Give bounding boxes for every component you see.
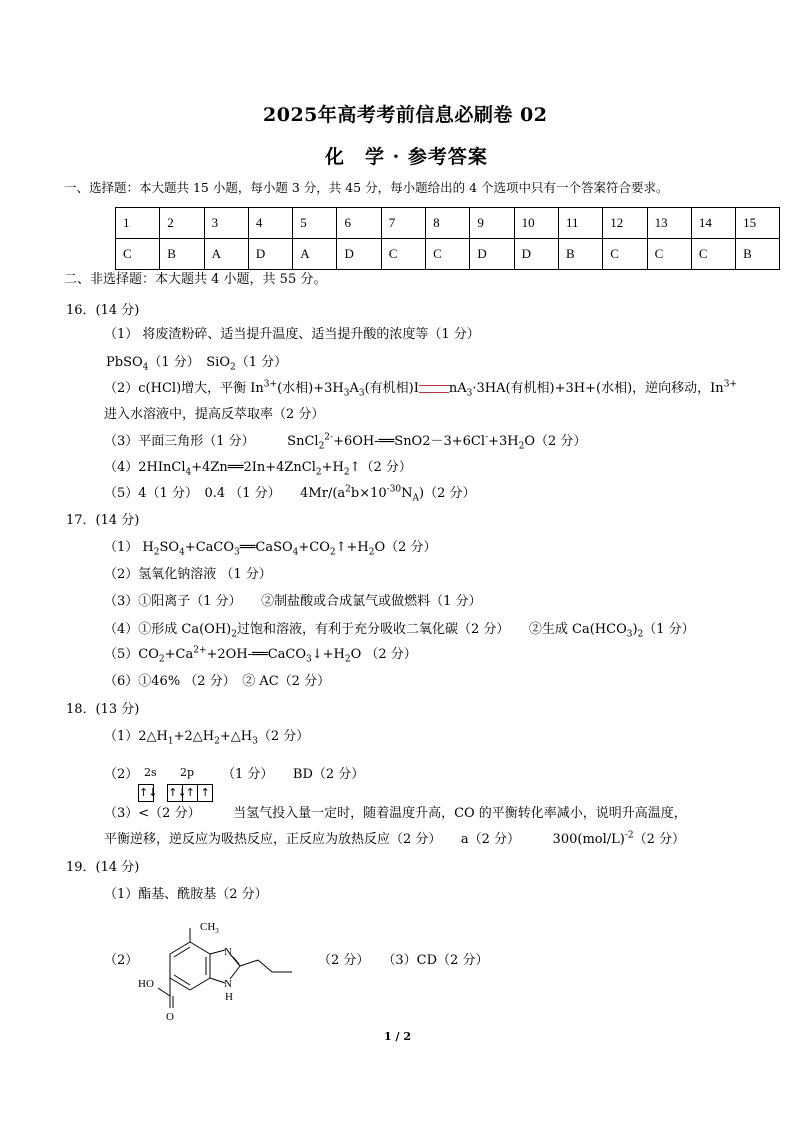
superscript: 2- [324, 432, 334, 443]
subscript: 1 [167, 736, 174, 747]
subscript: 3 [306, 654, 312, 665]
text: （1 分） SiO [148, 355, 230, 370]
section2-heading: 二、非选择题：本大题共 4 小题，共 55 分。 [64, 272, 327, 287]
text: PbSO [106, 355, 143, 370]
text: ·3HA(有机相)+3H+(水相)，逆向移动，In [472, 381, 724, 396]
subscript: 2 [343, 467, 350, 478]
subscript: 2 [637, 629, 644, 640]
answer-cell: A [204, 239, 248, 270]
answer-cell: B [160, 239, 204, 270]
answer-cell: C [381, 239, 425, 270]
text: +4Zn══2In+4ZnCl [191, 460, 316, 475]
q17-line5 [104, 646, 417, 664]
text: +6OH-══SnO2－3+6Cl [333, 434, 486, 449]
text: +2OH-══CaCO [206, 647, 307, 662]
subscript: 2 [368, 547, 375, 558]
subscript: 4 [179, 547, 185, 558]
q17-line4 [104, 621, 695, 639]
q19-heading: 19．(14 分) [66, 860, 140, 875]
nitrogen-label-bottom: N [224, 978, 232, 990]
question-number-cell: 14 [691, 208, 735, 239]
text: （2）c(HCl)增大，平衡 In [104, 381, 264, 396]
orbital-box-2p-1: ↑↓ [167, 784, 183, 802]
q17-line2: （2）氢氧化钠溶液 （1 分） [104, 567, 272, 582]
answer-cell: C [603, 239, 647, 270]
text: +2△H [173, 729, 215, 744]
question-number-cell: 8 [426, 208, 470, 239]
subscript: 4 [185, 467, 192, 478]
text: （2 分） [257, 729, 310, 744]
subscript: 2 [518, 441, 525, 452]
text: +△H [219, 729, 253, 744]
question-number-cell: 11 [558, 208, 602, 239]
superscript: - [485, 432, 489, 443]
subscript: 2 [231, 629, 237, 640]
text: nA [448, 381, 467, 396]
answer-cell: C [116, 239, 160, 270]
answer-table [115, 207, 780, 270]
text: （5）CO [104, 647, 159, 662]
question-number-cell: 9 [470, 208, 514, 239]
subscript: 2 [344, 654, 351, 665]
q19-line2-prefix: （2） [104, 953, 139, 968]
question-number-cell: 6 [337, 208, 381, 239]
text: ══CaSO [239, 540, 293, 555]
text: 平衡逆移，逆反应为吸热反应，正反应为放热反应（2 分） a（2 分） 300(mol/L) [104, 832, 625, 847]
q18-line3: （3）<（2 分） 当氢气投入量一定时，随着温度升高，CO 的平衡转化率减小，说明升高温度， [104, 806, 687, 821]
subscript: 3 [626, 629, 633, 640]
subscript: 2 [318, 441, 325, 452]
page-subtitle: 化 学 · 参考答案 [325, 146, 488, 168]
q18-line2-prefix: （2） [104, 767, 139, 782]
q18-heading: 18．(13 分) [66, 702, 140, 717]
answer-cell: C [647, 239, 691, 270]
superscript: -30 [386, 484, 402, 495]
subscript: A [412, 493, 420, 504]
subscript: 2 [329, 547, 336, 558]
text: （4）①形成 Ca(OH) [104, 622, 232, 637]
subscript: 3 [343, 388, 350, 399]
text: A [349, 381, 359, 396]
answer-cell: B [736, 239, 780, 270]
text: （1 分） [643, 622, 695, 637]
q19-line2-suffix: （2 分） （3）CD（2 分） [318, 953, 489, 968]
subscript: 3 [252, 736, 258, 747]
text: （2 分） [633, 832, 686, 847]
q16-line2 [106, 354, 287, 372]
q16-heading: 16．(14 分) [66, 303, 140, 318]
text: (水相)+3H [277, 381, 344, 396]
subscript: 2 [153, 547, 160, 558]
subscript: 3 [358, 388, 365, 399]
orbital-box-2p-3: ↑ [197, 784, 213, 802]
question-number-cell: 1 [116, 208, 160, 239]
question-number-cell: 10 [514, 208, 558, 239]
oxygen-label: O [166, 1011, 174, 1023]
answer-cell: A [293, 239, 337, 270]
q17-line3: （3）①阳离子（1 分） ②制盐酸或合成氯气或做燃料（1 分） [104, 594, 482, 609]
answer-cell: D [514, 239, 558, 270]
question-number-cell: 5 [293, 208, 337, 239]
superscript: -2 [624, 830, 634, 841]
superscript: 2 [345, 484, 351, 495]
text: N [401, 486, 413, 501]
q16-line5 [104, 433, 586, 451]
text: +CaCO [184, 540, 234, 555]
text: （5）4（1 分） 0.4 （1 分） 4Mr/(a [104, 486, 346, 501]
nitrogen-label-top: N [224, 946, 232, 958]
superscript: 2+ [193, 645, 207, 656]
answer-table-number-row [116, 208, 780, 239]
text: （1） H [104, 540, 154, 555]
text: ↑+H [335, 540, 369, 555]
text: O （2 分） [350, 647, 417, 662]
answer-cell: D [470, 239, 514, 270]
text: （1 分） [235, 355, 288, 370]
subscript: 4 [292, 547, 299, 558]
q18-line4 [104, 831, 685, 849]
question-number-cell: 3 [204, 208, 248, 239]
ch3-label: $CH_3$ [200, 921, 219, 935]
q18-line1 [104, 728, 309, 746]
section1-heading: 一、选择题：本大题共 15 小题，每小题 3 分，共 45 分，每小题给出的 4 个选项中只有一个答案符合要求。 [64, 180, 669, 195]
question-number-cell: 7 [381, 208, 425, 239]
text: （1）2△H [104, 729, 168, 744]
subscript: 3 [234, 547, 240, 558]
text: b×10 [350, 486, 387, 501]
answer-cell: D [248, 239, 292, 270]
orbital-box-2p-2: ↑ [182, 784, 198, 802]
subscript: 4 [142, 362, 149, 373]
q16-line4: 进入水溶液中，提高反萃取率（2 分） [104, 407, 325, 422]
question-number-cell: 2 [160, 208, 204, 239]
text: ↑（2 分） [349, 460, 412, 475]
text: +Ca [164, 647, 194, 662]
text: +CO [298, 540, 330, 555]
answer-cell: B [558, 239, 602, 270]
text: ) [632, 622, 638, 637]
text: SO [159, 540, 180, 555]
text: （4）2HInCl [104, 460, 186, 475]
answer-table-answer-row [116, 239, 780, 270]
text: (有机相)I [364, 381, 419, 396]
superscript: 3+ [723, 379, 737, 390]
hydroxyl-label: HO [138, 978, 154, 990]
q16-line1: （1） 将废渣粉碎、适当提升温度、适当提升酸的浓度等（1 分） [104, 327, 480, 342]
subscript: 2 [315, 467, 322, 478]
benzimidazole-structure [130, 920, 310, 1025]
q18-line2-suffix: （1 分） BD（2 分） [222, 767, 365, 782]
text: （3）平面三角形（1 分） SnCl [104, 434, 319, 449]
equilibrium-arrow-icon [419, 385, 449, 393]
text: ↓+H [311, 647, 345, 662]
q17-heading: 17．(14 分) [66, 513, 140, 528]
question-number-cell: 4 [248, 208, 292, 239]
text: O（2 分） [374, 540, 437, 555]
orbital-box-2s: ↑↓ [138, 784, 154, 802]
q17-line1 [104, 539, 437, 557]
text: )（2 分） [419, 486, 476, 501]
page-number: 1 / 2 [384, 1030, 411, 1043]
question-number-cell: 13 [647, 208, 691, 239]
q16-line3 [104, 380, 737, 398]
superscript: 3+ [263, 379, 278, 390]
text: 过饱和溶液，有利于充分吸收二氧化碳（2 分） ②生成 Ca(HCO [236, 622, 627, 637]
question-number-cell: 15 [736, 208, 780, 239]
question-number-cell: 12 [603, 208, 647, 239]
orbital-label-2s: 2s [144, 766, 157, 779]
answer-cell: D [337, 239, 381, 270]
subscript: 2 [214, 736, 220, 747]
text: +3H [488, 434, 519, 449]
orbital-diagram [138, 784, 212, 802]
page-title: 2025年高考考前信息必刷卷 02 [263, 104, 548, 126]
answer-cell: C [691, 239, 735, 270]
q16-line7 [104, 485, 476, 503]
text: +H [321, 460, 344, 475]
hydrogen-label: H [225, 991, 233, 1003]
q16-line6 [104, 459, 412, 477]
subscript: 3 [466, 388, 473, 399]
subscript: 2 [158, 654, 165, 665]
q19-line1: （1）酯基、酰胺基（2 分） [104, 887, 268, 902]
subscript: 2 [230, 362, 236, 373]
text: O（2 分） [524, 434, 587, 449]
orbital-label-2p: 2p [180, 766, 195, 779]
q17-line6: （6）①46% （2 分） ② AC（2 分） [104, 674, 331, 689]
answer-cell: C [426, 239, 470, 270]
